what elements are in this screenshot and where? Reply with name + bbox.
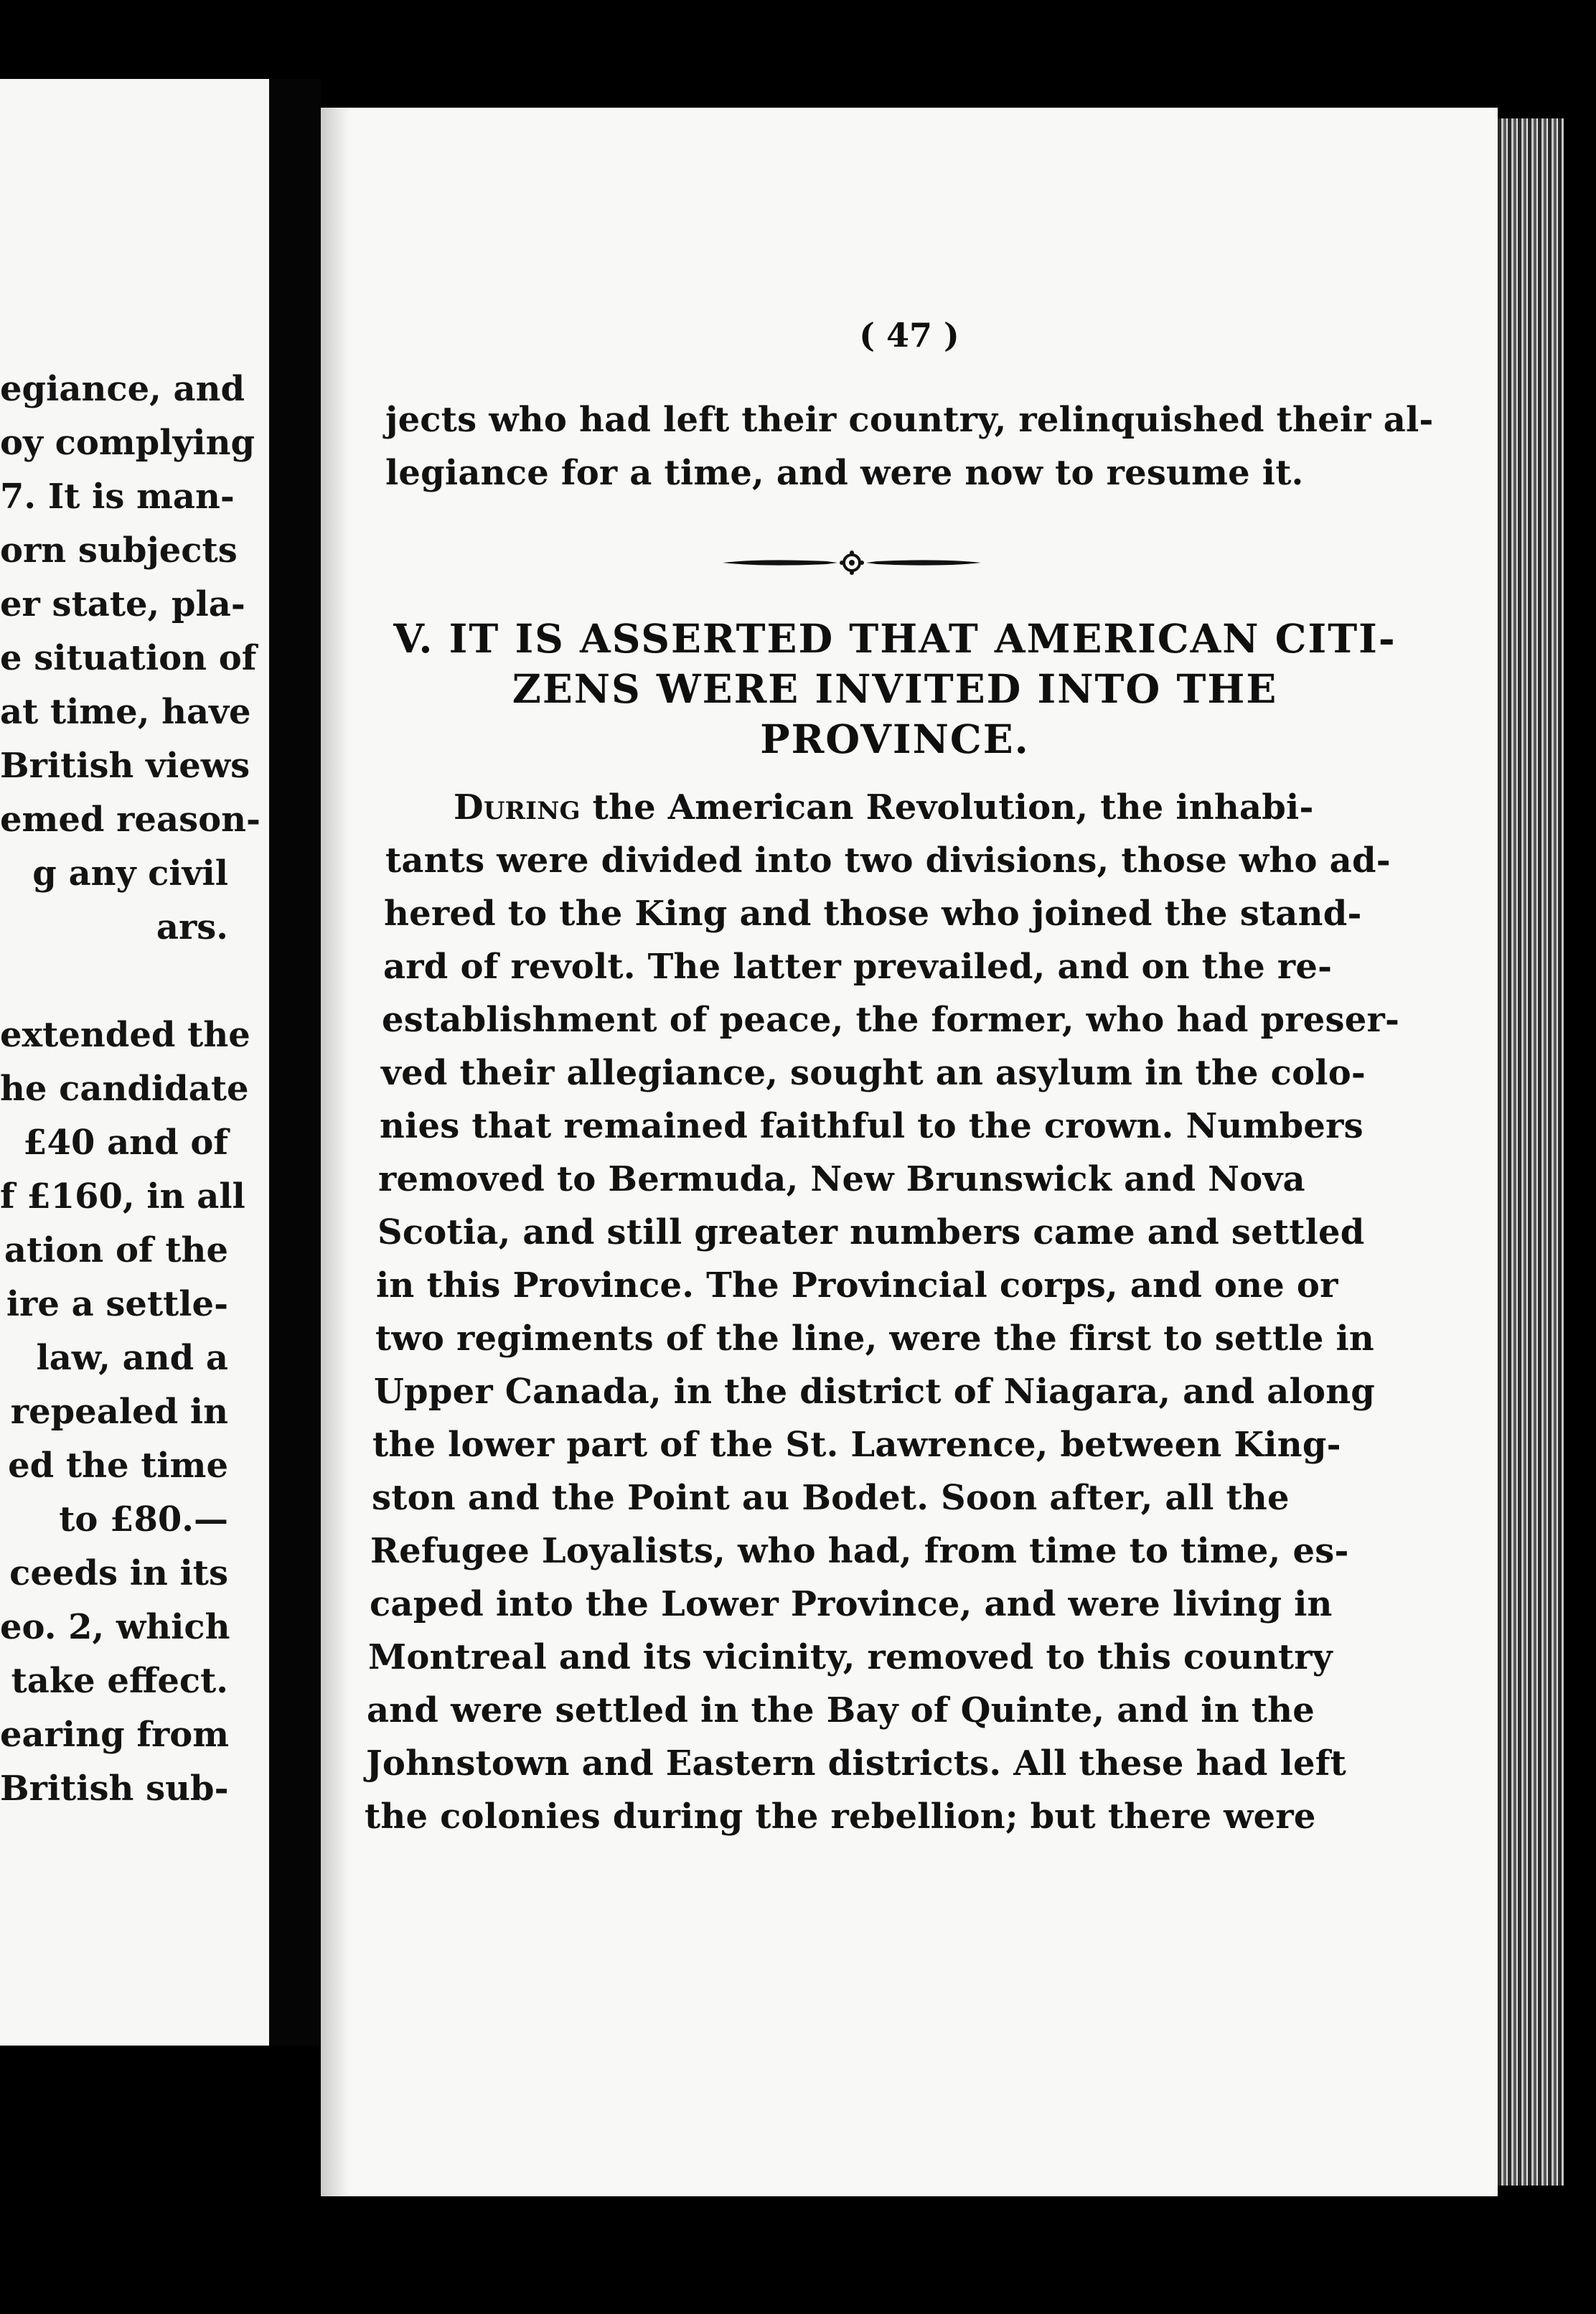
paragraph-line: establishment of peace, the former, who had preser- [382,1000,1400,1040]
ornament-divider [719,549,985,576]
paragraph-line: Montreal and its vicinity, removed to this country [368,1637,1333,1677]
left-page-line: e situation of [0,638,257,678]
book-gutter [269,79,321,2046]
paragraph-lead-word: During [454,787,581,828]
left-page-line: law, and a [36,1338,228,1378]
left-page-line: orn subjects [0,530,238,571]
right-page [321,108,1498,2196]
paragraph-line: in this Province. The Provincial corps, and one or [376,1265,1338,1306]
left-page-line: ire a settle- [6,1284,228,1324]
page-shadow [321,108,349,2196]
left-page-line: ceeds in its [9,1553,228,1593]
paragraph-line: caped into the Lower Province, and were living in [370,1584,1333,1624]
paragraph-line: Scotia, and still greater numbers came and settled [377,1212,1365,1252]
paragraph-first-line-rest: the American Revolution, the inhabi- [580,787,1314,828]
section-heading-line: ZENS WERE INVITED INTO THE [512,665,1278,712]
left-page-line: f £160, in all [0,1176,245,1217]
left-page-line: g any civil [32,853,228,894]
continuation-line: jects who had left their country, relinquished their al- [385,400,1434,440]
paragraph-line: tants were divided into two divisions, those who ad- [385,840,1391,881]
section-heading-line: V. IT IS ASSERTED THAT AMERICAN CITI- [393,615,1396,662]
paragraph-line: the colonies during the rebellion; but there were [365,1797,1316,1837]
paragraph-first-line [454,781,1314,834]
paragraph-line: the lower part of the St. Lawrence, between King- [372,1425,1341,1465]
continuation-line: legiance for a time, and were now to resume it. [385,453,1304,493]
left-page-line: er state, pla- [0,584,245,624]
left-page-line: British views [0,746,250,786]
paragraph-line: Refugee Loyalists, who had, from time to time, es- [370,1531,1349,1571]
left-page-line: earing from [0,1715,230,1755]
left-page-line: repealed in [10,1392,228,1432]
left-page-line: take effect. [11,1661,228,1701]
page-number: ( 47 ) [859,316,959,355]
left-page-line: ars. [156,907,228,947]
left-page-line: oy complying [0,423,255,463]
left-page-line: £40 and of [23,1123,228,1163]
left-page-line: he candidate [0,1069,249,1109]
paragraph-line: ved their allegiance, sought an asylum in the colo- [381,1053,1366,1093]
section-heading-line: PROVINCE. [760,716,1030,762]
left-page-line: at time, have [0,692,251,732]
left-page-line: emed reason- [0,800,260,840]
left-page-line: eo. 2, which [0,1607,230,1647]
paragraph-line: ston and the Point au Bodet. Soon after, all the [372,1478,1290,1518]
left-page-line: British sub- [0,1769,229,1809]
paragraph-line: hered to the King and those who joined the stand- [384,894,1362,934]
left-page-line: ed the time [8,1446,228,1486]
paragraph-line: two regiments of the line, were the first to settle in [375,1318,1375,1359]
paragraph-line: Johnstown and Eastern districts. All these had left [366,1743,1346,1784]
left-page-line: extended the [0,1015,250,1055]
page-edges [1498,118,1564,2186]
left-page-line: to £80.— [59,1499,228,1540]
paragraph-line: removed to Bermuda, New Brunswick and Nova [378,1159,1305,1199]
paragraph-line: Upper Canada, in the district of Niagara, and along [374,1372,1376,1412]
left-page-line: egiance, and [0,369,245,409]
paragraph-line: nies that remained faithful to the crown. Numbers [380,1106,1363,1146]
paragraph-line: and were settled in the Bay of Quinte, and in the [367,1690,1315,1730]
paragraph-line: ard of revolt. The latter prevailed, and on the re- [383,947,1333,987]
left-page-line: 7. It is man- [0,477,235,517]
left-page [0,79,269,2046]
left-page-line: ation of the [4,1230,228,1270]
